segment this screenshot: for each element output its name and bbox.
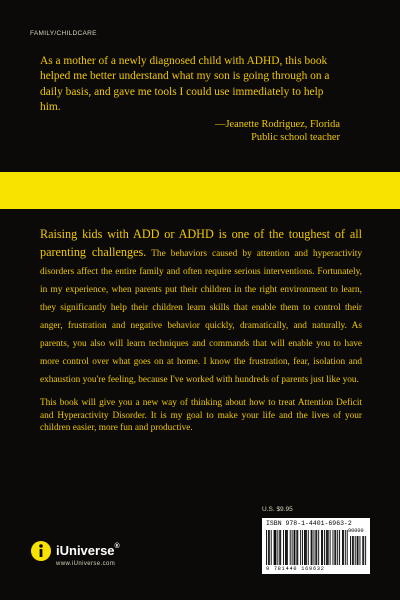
description-lead: Raising kids with ADD or ADHD is one of the toughest of all parenting challenges.: [40, 227, 362, 259]
iuniverse-logo-icon: [30, 540, 52, 562]
testimonial-attribution: [40, 118, 340, 145]
barcode-digits: 9 781440 169632: [266, 566, 325, 572]
yellow-band: [0, 172, 400, 209]
isbn-price-code: 90000: [348, 528, 364, 534]
testimonial-quote: As a mother of a newly diagnosed child with ADHD, this book helped me better understand what my son is going through on a daily basis, and gave me tools I could use immediately to help him.: [40, 55, 330, 114]
category-label: FAMILY/CHILDCARE: [30, 30, 97, 37]
description-body: The behaviors caused by attention and hyperactivity disorders affect the entire family and often require serious interventions. Fortunately, in my experience, when parents put their children in the right environment to learn, they significantly help their children learn skills that enable them to control their anger, frustration and negative behavior quickly, dramatically, and naturally. As parents, you also will learn techniques and commands that will enable you to have more control over what goes on at home. I know the frustration, fear, isolation and exhaustion you're feeling, because I've worked with hundreds of parents just like you.: [40, 249, 362, 385]
testimonial: [40, 54, 340, 145]
publisher-logo: [30, 540, 150, 570]
book-description: [40, 225, 362, 435]
testimonial-role: Public school teacher: [251, 132, 340, 144]
price-label: U.S. $9.95: [262, 506, 293, 513]
isbn-barcode: [262, 518, 370, 574]
description-paragraph-1: [40, 225, 362, 387]
isbn-number: ISBN 978-1-4401-6963-2: [266, 520, 352, 527]
description-paragraph-2: This book will give you a new way of thinking about how to treat Attention Deficit and Hyperactivity Disorder. It is my goal to make your life and the lives of your children easier, more fun and productive.: [40, 398, 362, 434]
publisher-url: www.iUniverse.com: [56, 561, 116, 567]
publisher-name: iUniverse®: [56, 543, 120, 558]
testimonial-author: —Jeanette Rodriguez, Florida: [215, 118, 340, 130]
